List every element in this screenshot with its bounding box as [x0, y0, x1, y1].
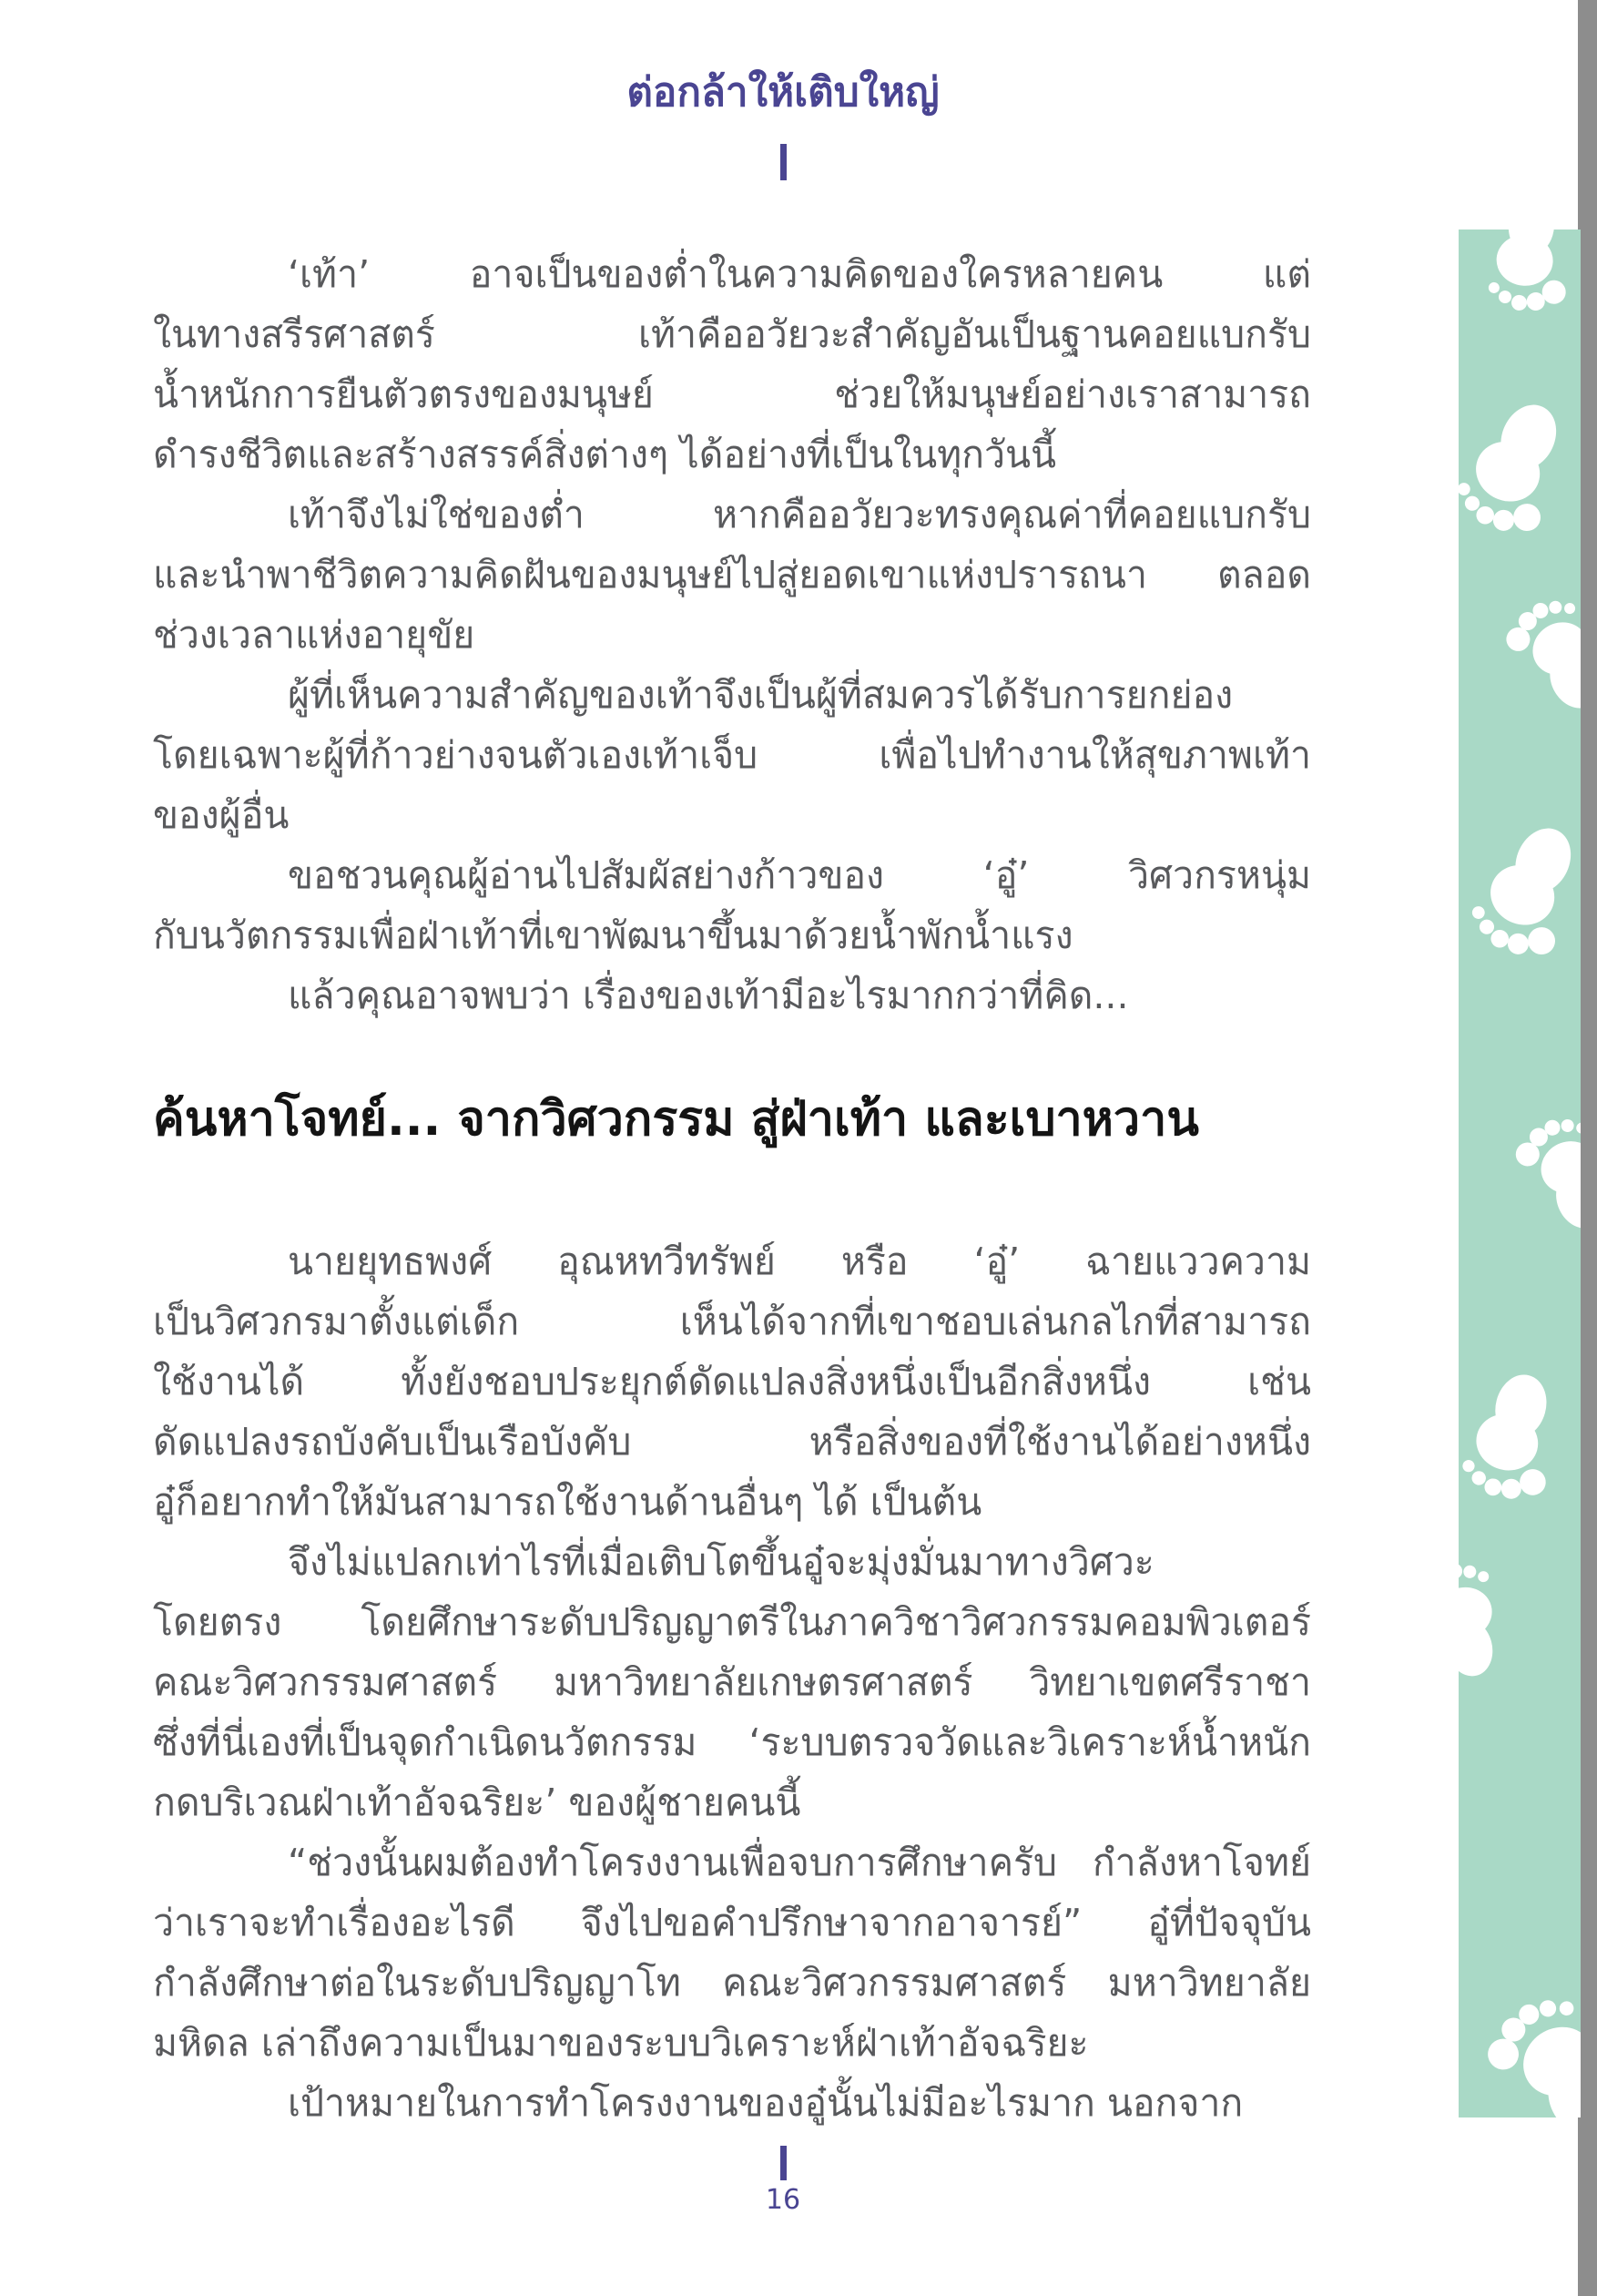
text-line: ใช้งานได้ ทั้งยังชอบประยุกต์ดัดแปลงสิ่งหนึ่งเป็นอีกสิ่งหนึ่ง เช่น [153, 1360, 1311, 1403]
text-line: ผู้ที่เห็นความสำคัญของเท้าจึงเป็นผู้ที่สมควรได้รับการยกย่อง [288, 673, 1234, 717]
text-line: ว่าเราจะทำเรื่องอะไรดี จึงไปขอคำปรึกษาจากอาจารย์” อู๋ที่ปัจจุบัน [153, 1901, 1311, 1944]
text-line: กดบริเวณฝ่าเท้าอัจฉริยะ’ ของผู้ชายคนนี้ [153, 1781, 801, 1824]
intro-paragraphs [153, 244, 1311, 1026]
text-line: ในทางสรีรศาสตร์ เท้าคืออวัยวะสำคัญอันเป็นฐานคอยแบกรับ [153, 312, 1311, 356]
text-line: เป็นวิศวกรมาตั้งแต่เด็ก เห็นได้จากที่เขาชอบเล่นกลไกที่สามารถ [153, 1300, 1311, 1343]
text-line: ขอชวนคุณผู้อ่านไปสัมผัสย่างก้าวของ ‘อู๋’ วิศวกรหนุ่ม [288, 853, 1311, 897]
text-line: โดยตรง โดยศึกษาระดับปริญญาตรีในภาควิชาวิศวกรรมคอมพิวเตอร์ [153, 1600, 1311, 1644]
page-edge-strip [1578, 0, 1597, 2296]
page-number: 16 [765, 2184, 801, 2216]
text-line: ‘เท้า’ อาจเป็นของต่ำในความคิดของใครหลายคน แต่ [288, 252, 1311, 296]
text-line: ซึ่งที่นี่เองที่เป็นจุดกำเนิดนวัตกรรม ‘ระบบตรวจวัดและวิเคราะห์น้ำหนัก [153, 1720, 1311, 1764]
text-line: กำลังศึกษาต่อในระดับปริญญาโท คณะวิศวกรรมศาสตร์ มหาวิทยาลัย [153, 1961, 1311, 2005]
text-line: กับนวัตกรรมเพื่อฝ่าเท้าที่เขาพัฒนาขึ้นมาด้วยน้ำพักน้ำแรง [153, 913, 1073, 957]
footer-tick-mark [780, 2146, 787, 2180]
section-paragraphs [153, 1231, 1311, 2133]
text-line: และนำพาชีวิตความคิดฝันของมนุษย์ไปสู่ยอดเขาแห่งปรารถนา ตลอด [153, 553, 1311, 597]
text-line: อู๋ก็อยากทำให้มันสามารถใช้งานด้านอื่นๆ ได้ เป็นต้น [153, 1480, 982, 1524]
text-line: ดัดแปลงรถบังคับเป็นเรือบังคับ หรือสิ่งของที่ใช้งานได้อย่างหนึ่ง [153, 1420, 1311, 1464]
text-line: นายยุทธพงศ์ อุณหทวีทรัพย์ หรือ ‘อู๋’ ฉายแววความ [288, 1240, 1311, 1283]
text-line: “ช่วงนั้นผมต้องทำโครงงานเพื่อจบการศึกษาครับ กำลังหาโจทย์ [288, 1841, 1311, 1884]
text-line: ช่วงเวลาแห่งอายุขัย [153, 613, 475, 657]
text-line: แล้วคุณอาจพบว่า เรื่องของเท้ามีอะไรมากกว่าที่คิด... [288, 974, 1129, 1017]
text-line: น้ำหนักการยืนตัวตรงของมนุษย์ ช่วยให้มนุษย์อย่างเราสามารถ [153, 372, 1311, 416]
footprint-sidebar [1459, 230, 1581, 2117]
running-head-title: ต่อกล้าให้เติบใหญ่ [626, 69, 940, 116]
text-line: เป้าหมายในการทำโครงงานของอู๋นั้นไม่มีอะไรมาก นอกจาก [288, 2081, 1244, 2125]
text-line: จึงไม่แปลกเท่าไรที่เมื่อเติบโตขึ้นอู๋จะมุ่งมั่นมาทางวิศวะ [288, 1540, 1155, 1584]
text-line: เท้าจึงไม่ใช่ของต่ำ หากคืออวัยวะทรงคุณค่าที่คอยแบกรับ [288, 493, 1311, 536]
text-line: ดำรงชีวิตและสร้างสรรค์สิ่งต่างๆ ได้อย่างที่เป็นในทุกวันนี้ [153, 433, 1057, 476]
text-line: ของผู้อื่น [153, 793, 290, 837]
section-heading: ค้นหาโจทย์... จากวิศวกรรม สู่ฝ่าเท้า และเบาหวาน [153, 1092, 1199, 1147]
text-line: มหิดล เล่าถึงความเป็นมาของระบบวิเคราะห์ฝ่าเท้าอัจฉริยะ [153, 2021, 1089, 2065]
text-line: คณะวิศวกรรมศาสตร์ มหาวิทยาลัยเกษตรศาสตร์ วิทยาเขตศรีราชา [153, 1660, 1311, 1704]
header-tick-mark [780, 144, 787, 180]
text-line: โดยเฉพาะผู้ที่ก้าวย่างจนตัวเองเท้าเจ็บ เพื่อไปทำงานให้สุขภาพเท้า [153, 733, 1311, 777]
